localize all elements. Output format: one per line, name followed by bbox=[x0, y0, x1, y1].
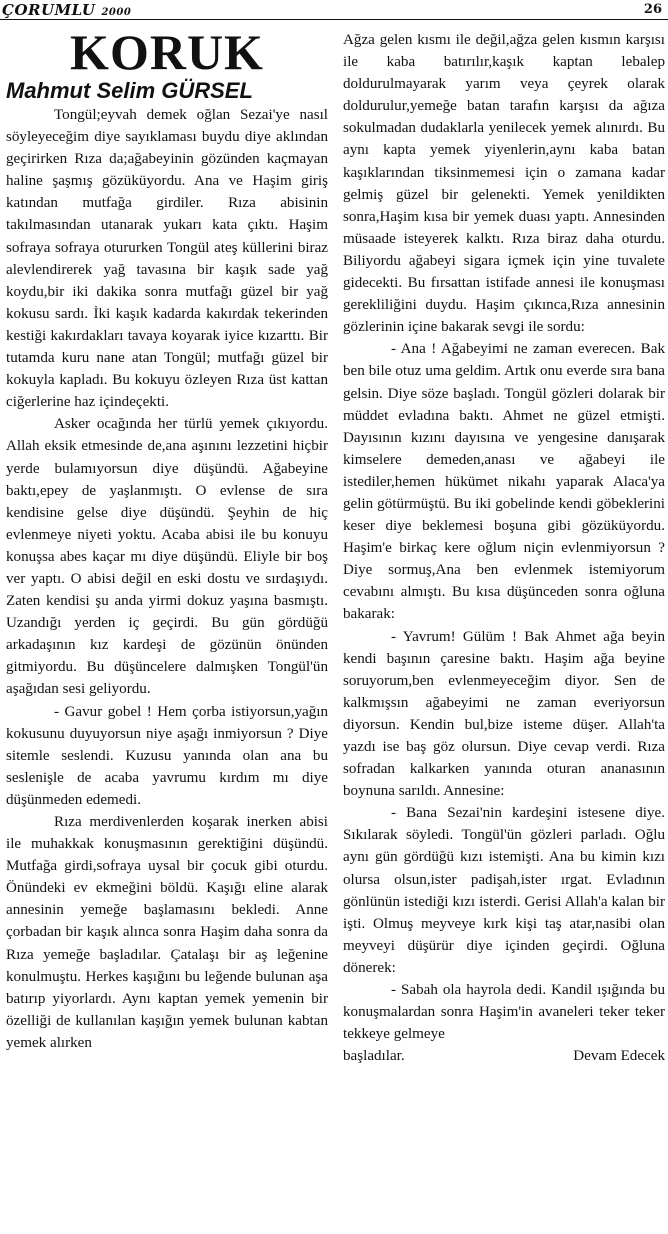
paragraph: - Yavrum! Gülüm ! Bak Ahmet ağa beyin kendi başının çaresine baktı. Haşim ağa beyine soruyorum,ben evlenmeyeceğim diyor. Sen de kalkmışsın ağabeyimi ne zaman everiyorsun diyorsun. Kendin bul,bize isteme düşer. Allah'ta yazdı ise baş göz olursun. Diye cevap verdi. Rıza sofradan kalkarken yanında oturan ananasının boynuna sarıldı. Annesine: bbox=[343, 628, 665, 800]
paragraph: Asker ocağında her türlü yemek çıkıyordu. Allah eksik etmesinde de,ana aşınını lezzetini hiçbir yerde bulamıyorsun diye düşündü. Ağabeyine baktı,epey de yaşlanmıştı. O evlense de sıra kendisine gelse diye düşündü. Şeyhin de hiç evlenmeye niyeti yoktu. Acaba abisi ile bu konuyu konuşsa abes kaçar mı diye düşündü. Eliyle bir boş ver yaptı. O abisi değil en eski dostu ve sırdaşıydı. Zaten kendisi şu anda yirmi dokuz yaşına basmıştı. Uzandığı yerden iç geçirdi. Bu gün gördüğü arkadaşının kız kardeşi de gözünün önünden gitmiyordu. Bu düşüncelere dalmışken Tongül'ün aşağıdan sesi geliyordu. bbox=[6, 416, 328, 698]
publication-year: 2000 bbox=[101, 7, 132, 18]
paragraph: - Sabah ola hayrola dedi. Kandil ışığında bu konuşmalardan sonra Haşim'in avaneleri teker teker tekkeye gelmeye bbox=[343, 982, 665, 1043]
paragraph: - Bana Sezai'nin kardeşini istesene diye. Sıkılarak söyledi. Tongül'ün gözleri parladı. Oğlu aynı gün gördüğü kızı istemişti. Ana bu kimin kızı olursa olsun,ister padişah,ister ırgat. Evladının gönlünün istediği kızı isterdi. Gerisi Allah'a kalan bir işti. Olmuş meyveye kırk kişi taş atar,nasibi olan meyveyi düşürür diye içinden geçirdi. Oğluna dönerek: bbox=[343, 805, 665, 976]
article-title: KORUK bbox=[70, 24, 264, 80]
paragraph: Rıza merdivenlerden koşarak inerken abisi ile muhakkak konuşmasının gerektiğini düşündü. Mutfağa girdi,sofraya uysal bir çocuk gibi oturdu. Önündeki ev ekmeğini böldü. Kaşığı eline alarak annesinin yemeğe başlamasını bekledi. Anne çorbadan bir kaşık alınca sonra Haşim daha sonra da Rıza yemeğe başladılar. Çatalaşı bir aş leğenine konulmuştu. Herkes kaşığını bu leğende bulunan aşa batırıp yiyorlardı. Aynı kaptan yemek yemenin bir özelliği de kullanılan kaşığın yemek bulunan kabtan yemek alırken bbox=[6, 814, 328, 1051]
paragraph: Tongül;eyvah demek oğlan Sezai'ye nasıl söyleyeceğim diye sayıklaması buydu diye aklından geçirirken Rıza da;ağabeyinin gözünden kaçmayan haline şaşmış gözüküyordu. Ana ve Haşim giriş katından mutfağa girdiler. Rıza abisinin takılmasından utanarak yukarı kata çıktı. Haşim sofraya sofraya otururken Tongül ateş küllerini biraz alevlendirerek yağ tavasına bir kaşık sade yağ koydu,bir iki dakika sonra mutfağı güzel bir yağ kokusu sardı. İki kaşık kadarda kakırdak tekerinden kestiği kakırdakları tavaya koyarak iyice kızarttı. Bir tutamda kuru nane atan Tongül; mutfağı güzel bir kokuyla kapladı. Bu kokuyu özleyen Rıza üst kattan ciğerlerine haz içindeçekti. bbox=[6, 107, 328, 411]
final-word: başladılar. bbox=[343, 1048, 405, 1065]
signoff-line bbox=[343, 1045, 665, 1067]
publication-title: ÇORUMLU bbox=[2, 1, 96, 19]
right-column bbox=[343, 29, 665, 1067]
continued-note: Devam Edecek bbox=[573, 1048, 665, 1065]
page-number: 26 bbox=[643, 2, 662, 17]
article-author: Mahmut Selim GÜRSEL bbox=[6, 78, 253, 103]
paragraph: Ağza gelen kısmı ile değil,ağza gelen kısmın karşısı ile kaba batırılır,kaşık kaptan lebalep doldurulmayarak yarım veya çeyrek olarak doldurulur,yemeğe batan tarafın karşısı da ağıza sokulmadan dudaklarla yenilecek yemek alınırdı. Bu aynı kapta yemek yiyenlerin,aynı kaba batan kaşıklarından tiksinmemesi için o zamana kadar gelmiş güzel bir gelenekti. Yemek yenildikten sonra,Haşim kısa bir yemek duası yaptı. Annesinden müsaade isteyerek kalktı. Rıza biraz daha oturdu. Biliyordu ağabeyi sigara içmek için yine tuvalete gidecekti. Bu fırsattan istifade annesi ile konuşması gerekliliğini duydu. Haşim çıkınca,Rıza annesinin gözlerinin içine bakarak sevgi ile sordu: bbox=[343, 32, 665, 336]
paragraph: - Gavur gobel ! Hem çorba istiyorsun,yağın kokusunu duyuyorsun niye aşağı inmiyorsun ? Diye sitemle seslendi. Kuzusu yanında olan ana bu seslenişle de acaba yavrumu kırdım mı diye düşünmeden edemedi. bbox=[6, 703, 328, 808]
publication-name bbox=[2, 1, 131, 19]
page-header bbox=[0, 0, 668, 22]
paragraph: - Ana ! Ağabeyimi ne zaman everecen. Bak ben bile otuz uma geldim. Artık onu everde sıra bana gelsin. Diye söze başladı. Tongül gözleri dolarak bir müddet evladına baktı. Ahmet ne güzel etmişti. Dayısının kızını dayısına ve yengesine danışarak kimselere demeden,anası ve ağabeyi ile istediler,hemen hükümet nikahı yaparak Alaca'ya gelin götürmüştü. Bu iki gobelinde kendi göbeklerini keser diye beklemesi boşuna gibi gözüküyordu. Haşim'e birkaç kere oğlum niçin evlenmiyorsun ? Diye sormuş,Ana ben evlenmek istemiyorum cevabını almıştı. Bu kısa düşünceden sonra oğluna bakarak: bbox=[343, 341, 665, 623]
left-column bbox=[6, 24, 328, 1054]
header-rule bbox=[0, 19, 668, 20]
